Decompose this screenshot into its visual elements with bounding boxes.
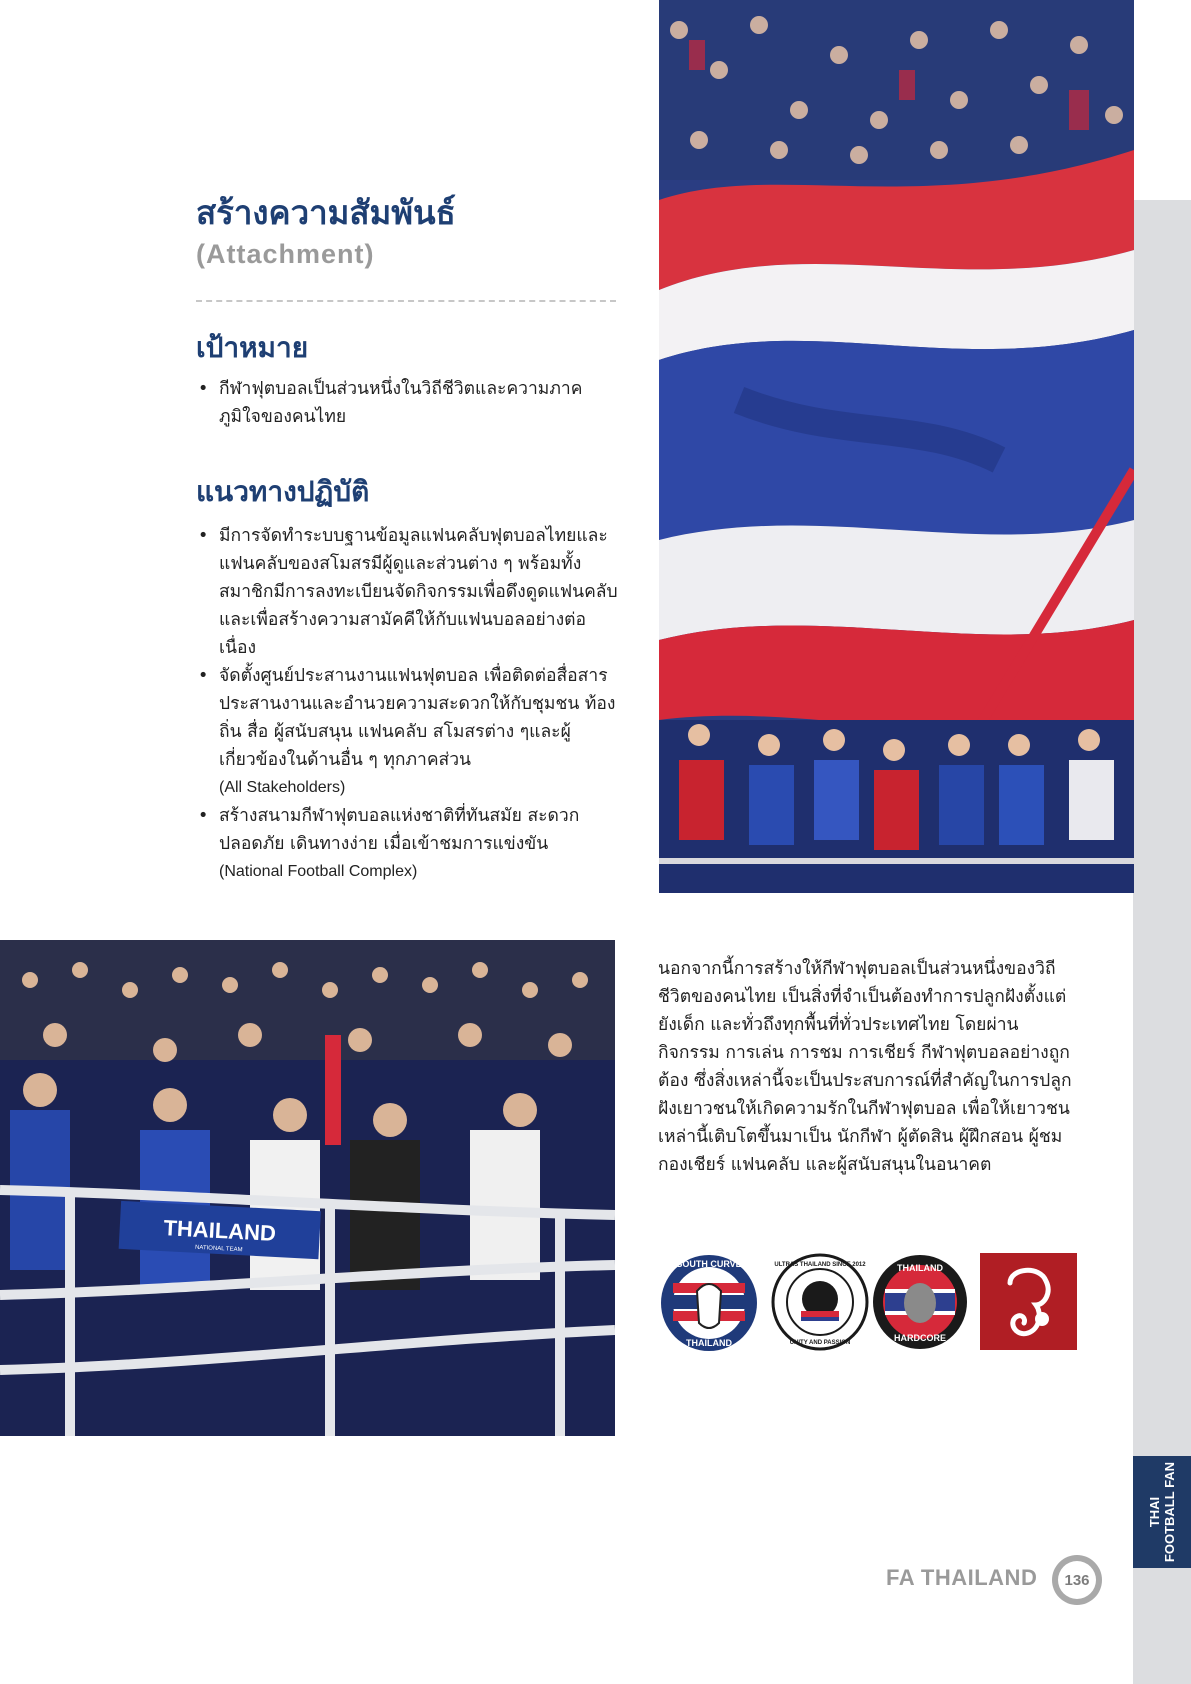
list-item-note: (National Football Complex) <box>219 863 418 880</box>
goal-list <box>196 375 621 431</box>
ultras-thailand-logo <box>771 1253 869 1351</box>
approach-list <box>196 522 621 886</box>
hardcore-logo-bottom: HARDCORE <box>893 1333 947 1343</box>
page-title: สร้างความสัมพันธ์ <box>196 193 456 232</box>
divider <box>196 300 616 302</box>
scarf-banner-subtext: NATIONAL TEAM <box>194 1244 243 1254</box>
ultras-logo-bottom: UNITY AND PASSION <box>789 1340 851 1346</box>
page-subtitle: (Attachment) <box>196 239 375 269</box>
list-item-text: จัดตั้งศูนย์ประสานงานแฟนฟุตบอล เพื่อติดต่อสื่อสารประสานงานและอำนวยความสะดวกให้กับชุมชน ท้องถิ่น สื่อ ผู้สนับสนุน แฟนคลับ สโมสรต่าง ๆและผู้เกี่ยวข้องในด้านอื่น ๆ ทุกภาคส่วน <box>219 666 616 770</box>
list-item <box>196 662 621 802</box>
list-item <box>196 522 621 662</box>
list-item-note: (All Stakeholders) <box>219 779 346 796</box>
list-item <box>196 802 621 886</box>
south-curve-logo-top: SOUTH CURVE <box>676 1259 742 1269</box>
south-curve-logo-bottom: THAILAND <box>686 1338 732 1348</box>
list-item-text: มีการจัดทำระบบฐานข้อมูลแฟนคลับฟุตบอลไทยและแฟนคลับของสโมสรมีผู้ดูและส่วนต่าง ๆ พร้อมทั้งสมาชิกมีการลงทะเบียนจัดกิจกรรมเพื่อดึงดูดแฟนคลับและเพื่อสร้างความสามัคคีให้กับแฟนบอลอย่างต่อเนื่อง <box>219 526 618 658</box>
scarf-banner-text: THAILAND <box>162 1215 277 1246</box>
hardcore-logo-top: THAILAND <box>897 1263 943 1273</box>
body-paragraph: นอกจากนี้การสร้างให้กีฬาฟุตบอลเป็นส่วนหนึ่งของวิถีชีวิตของคนไทย เป็นสิ่งที่จำเป็นต้องทำการปลูกฝังตั้งแต่ยังเด็ก และทั่วถึงทุกพื้นที่ทั่วประเทศไทย โดยผ่านกิจกรรม การเล่น การชม การเชียร์ กีฬาฟุตบอลอย่างถูกต้อง ซึ่งสิ่งเหล่านี้จะเป็นประสบการณ์ที่สำคัญในการปลูกฝังเยาวชนให้เกิดความรักในกีฬาฟุตบอล เพื่อให้เยาวชนเหล่านี้เติบโตขึ้นมาเป็น นักกีฬา ผู้ตัดสิน ผู้ฝึกสอน ผู้ชม กองเชียร์ แฟนคลับ และผู้สนับสนุนในอนาคต <box>658 959 1072 1175</box>
south-curve-logo <box>659 1253 759 1353</box>
list-item: • กีฬาฟุตบอลเป็นส่วนหนึ่งในวิถีชีวิตและความภาคภูมิใจของคนไทย <box>196 375 621 431</box>
ultras-logo-top: ULTRAS THAILAND SINCE 2012 <box>774 1262 866 1268</box>
page-number-badge <box>1052 1555 1102 1605</box>
section-tab <box>1133 1456 1191 1568</box>
section-tab-line1: THAI <box>1147 1496 1163 1528</box>
page-number: 136 <box>1058 1561 1096 1599</box>
section-tab-label <box>1147 1462 1177 1562</box>
footer-brand: FA THAILAND <box>886 1565 1038 1590</box>
thailand-hardcore-logo <box>871 1253 969 1351</box>
list-item-text: สร้างสนามกีฬาฟุตบอลแห่งชาติที่ทันสมัย สะดวกปลอดภัย เดินทางง่าย เมื่อเข้าชมการแข่งขัน <box>219 806 580 854</box>
fans-crowd-photo <box>0 940 615 1436</box>
red-elephant-logo <box>980 1253 1077 1350</box>
approach-heading: แนวทางปฏิบัติ <box>196 475 370 508</box>
section-tab-line2: FOOTBALL FAN <box>1162 1461 1178 1563</box>
goal-heading: เป้าหมาย <box>196 331 309 364</box>
flag-crowd-photo <box>659 0 1134 893</box>
